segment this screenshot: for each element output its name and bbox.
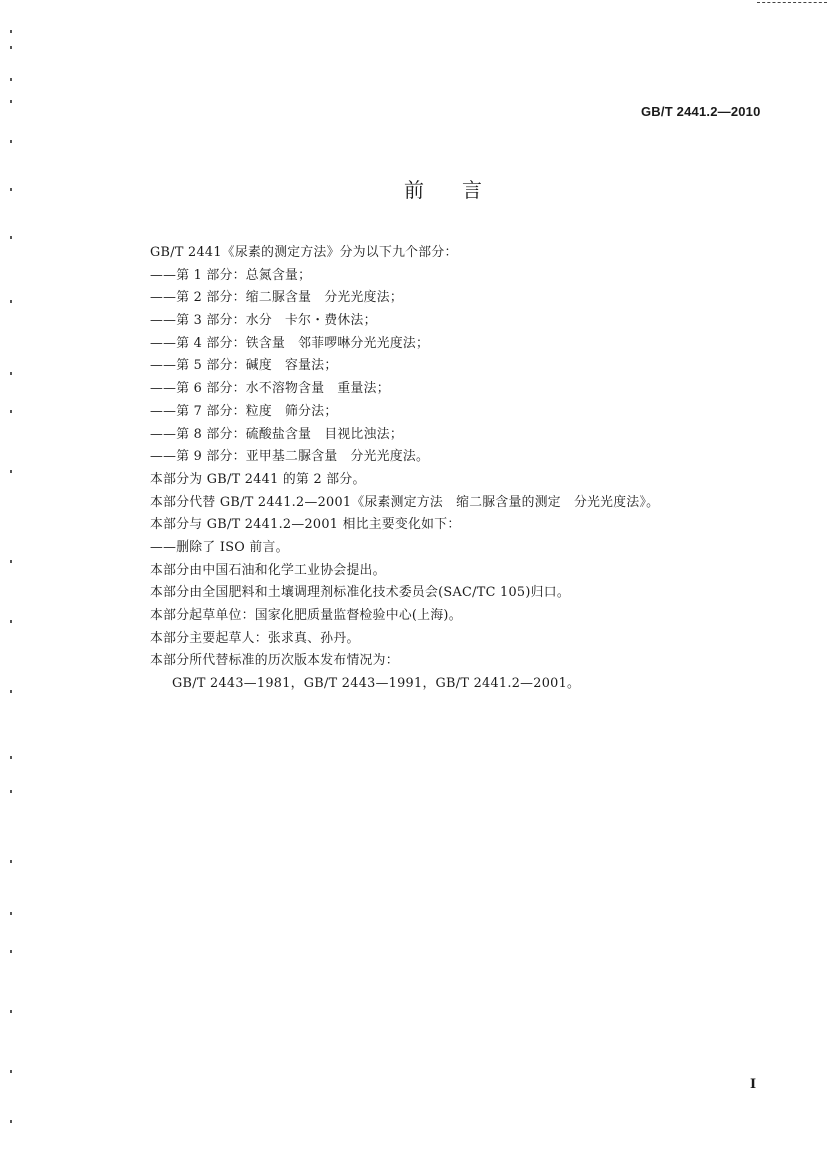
binding-edge-marks — [10, 0, 14, 1169]
foreword-line: GB/T 2441《尿素的测定方法》分为以下九个部分： — [150, 245, 458, 260]
part-list-item: ——第 9 部分：亚甲基二脲含量 分光光度法。 — [150, 449, 430, 465]
part-list-item: ——第 5 部分：碱度 容量法； — [150, 358, 338, 374]
foreword-line: 本部分为 GB/T 2441 的第 2 部分。 — [150, 471, 366, 487]
part-list-item: ——第 7 部分：粒度 筛分法； — [150, 403, 338, 419]
foreword-line: 本部分与 GB/T 2441.2—2001 相比主要变化如下： — [150, 517, 461, 533]
foreword-line: 本部分主要起草人：张求真、孙丹。 — [150, 630, 360, 646]
foreword-line: 本部分代替 GB/T 2441.2—2001《尿素测定方法 缩二脲含量的测定 分光光度法》。 — [150, 494, 660, 510]
part-list-item: ——第 3 部分：水分 卡尔・费休法； — [150, 313, 377, 329]
edition-history: GB/T 2443—1981，GB/T 2443—1991，GB/T 2441.2—2001。 — [172, 676, 581, 692]
foreword-line: 本部分由中国石油和化学工业协会提出。 — [150, 562, 386, 578]
scan-edge-line — [757, 2, 827, 4]
page-number: I — [750, 1077, 757, 1092]
part-list-item: ——第 6 部分：水不溶物含量 重量法； — [150, 381, 390, 397]
foreword-line: 本部分所代替标准的历次版本发布情况为： — [150, 653, 399, 669]
part-list-item: ——第 8 部分：硫酸盐含量 目视比浊法； — [150, 426, 403, 442]
standard-code: GB/T 2441.2—2010 — [641, 104, 761, 119]
foreword-line: 本部分起草单位：国家化肥质量监督检验中心(上海)。 — [150, 608, 462, 623]
change-list-item: ——删除了 ISO 前言。 — [150, 539, 289, 555]
part-list-item: ——第 4 部分：铁含量 邻菲啰啉分光光度法； — [150, 335, 430, 351]
foreword-body — [150, 242, 770, 696]
page-title: 前言 — [404, 178, 520, 202]
part-list-item: ——第 1 部分：总氮含量； — [150, 267, 312, 283]
foreword-line: 本部分由全国肥料和土壤调理剂标准化技术委员会(SAC/TC 105)归口。 — [150, 585, 570, 601]
part-list-item: ——第 2 部分：缩二脲含量 分光光度法； — [150, 290, 403, 306]
